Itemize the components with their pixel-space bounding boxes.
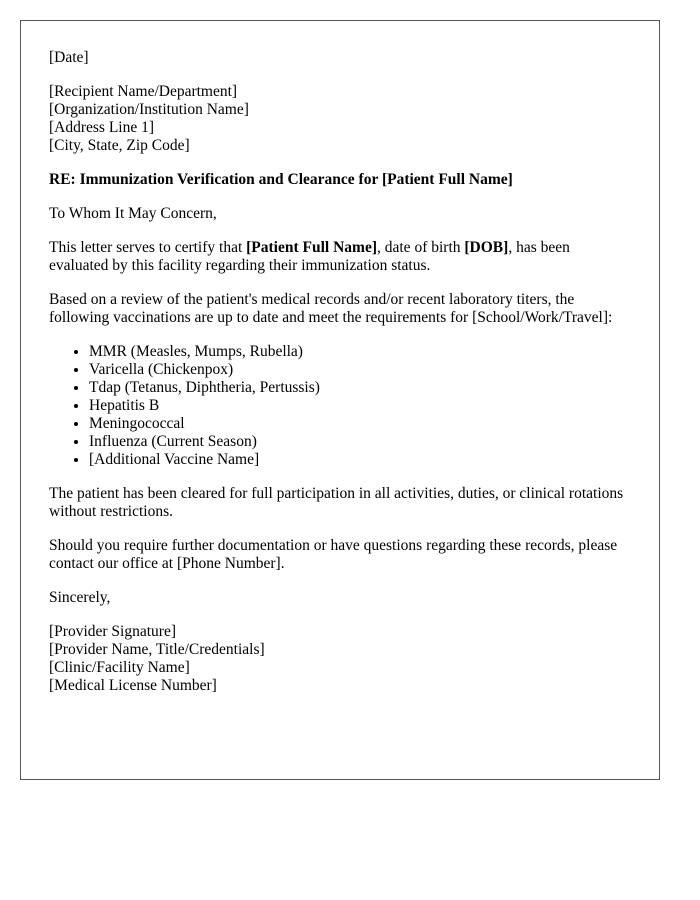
vaccine-list — [49, 343, 631, 469]
para1-text-1: This letter serves to certify that — [49, 239, 247, 256]
clearance-paragraph: The patient has been cleared for full participation in all activities, duties, or clinical rotations without restrictions. — [49, 485, 624, 520]
signature-block — [49, 623, 631, 695]
date-line — [49, 49, 631, 67]
provider-name: [Provider Name, Title/Credentials] — [49, 641, 265, 658]
medical-license-number: [Medical License Number] — [49, 677, 217, 694]
recipient-address — [49, 83, 631, 155]
letter-page — [20, 20, 660, 780]
recipient-organization: [Organization/Institution Name] — [49, 101, 249, 118]
recipient-name: [Recipient Name/Department] — [49, 83, 238, 100]
recipient-city-state-zip: [City, State, Zip Code] — [49, 137, 190, 154]
clinic-name: [Clinic/Facility Name] — [49, 659, 190, 676]
list-item: • Tdap (Tetanus, Diphtheria, Pertussis) — [89, 379, 631, 397]
list-item: • MMR (Measles, Mumps, Rubella) — [89, 343, 631, 361]
patient-name: [Patient Full Name] — [246, 239, 377, 256]
salutation: To Whom It May Concern, — [49, 205, 217, 222]
letter-date: [Date] — [49, 49, 89, 66]
patient-dob: [DOB] — [464, 239, 509, 256]
recipient-address-line1: [Address Line 1] — [49, 119, 155, 136]
list-item: • Varicella (Chickenpox) — [89, 361, 631, 379]
list-item: • Meningococcal — [89, 415, 631, 433]
list-item: • Influenza (Current Season) — [89, 433, 631, 451]
contact-paragraph: Should you require further documentation or have questions regarding these records, please contact our office at [Phone Number]. — [49, 537, 618, 572]
list-item: • [Additional Vaccine Name] — [89, 451, 631, 469]
subject-line: RE: Immunization Verification and Clearance for [Patient Full Name] — [49, 171, 513, 188]
para1-text-2: , date of birth — [377, 239, 465, 256]
review-paragraph: Based on a review of the patient's medical records and/or recent laboratory titers, the following vaccinations are up to date and meet the requirements for [School/Work/Travel]: — [49, 291, 613, 326]
closing: Sincerely, — [49, 589, 111, 606]
list-item: • Hepatitis B — [89, 397, 631, 415]
provider-signature: [Provider Signature] — [49, 623, 176, 640]
para1-text-3: , has been evaluated by this facility regarding their immunization status. — [49, 239, 570, 274]
certification-paragraph — [49, 239, 631, 275]
